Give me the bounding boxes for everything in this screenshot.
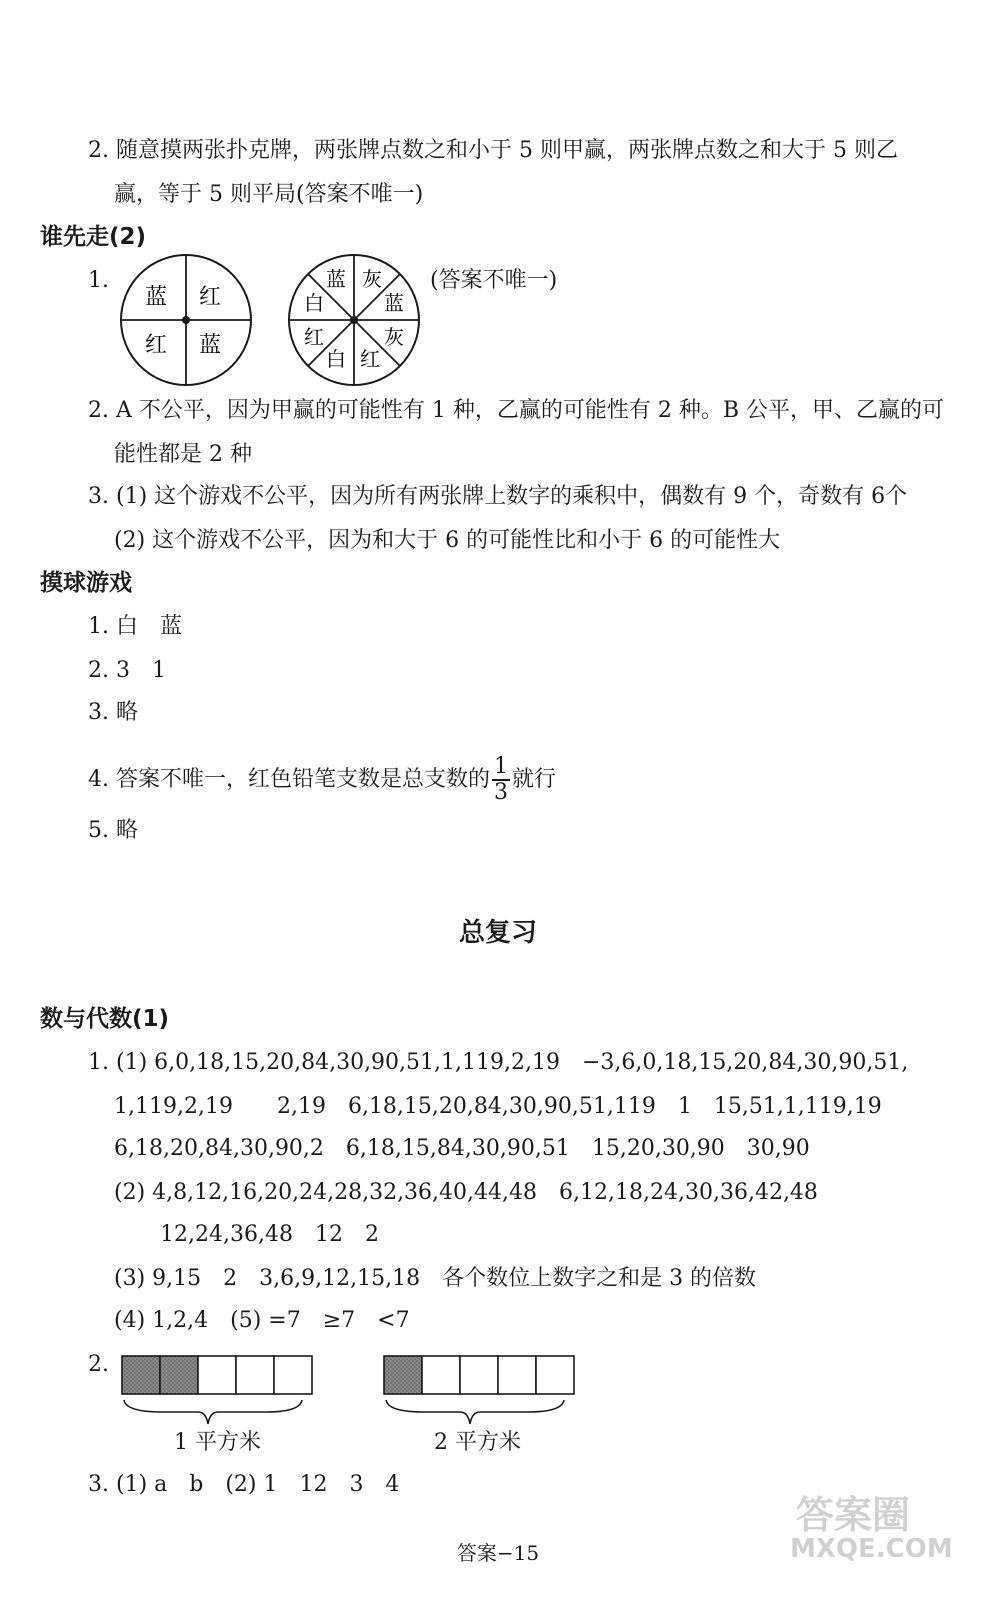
review-title: 总复习 <box>458 918 537 948</box>
spinner1-label: 红 <box>144 333 168 358</box>
s2-answer1: 1. 白 蓝 <box>88 614 182 639</box>
s2-answer3: 3. 略 <box>88 700 138 725</box>
s2-answer4-suffix: 就行 <box>512 767 557 792</box>
fraction-one-third <box>492 755 510 805</box>
s2-answer4 <box>88 754 556 806</box>
s1-q3-line1: 3. (1) 这个游戏不公平，因为所有两张牌上数字的乘积中，偶数有 9 个，奇数有 6个 <box>88 484 908 509</box>
s2-answer2: 2. 3 1 <box>88 658 166 683</box>
spinner-eight-sections <box>286 252 422 388</box>
s3-q3-line: 3. (1) a b (2) 1 12 3 4 <box>88 1472 400 1497</box>
bar-cell-shaded <box>160 1356 198 1394</box>
section-title-ball-game: 摸球游戏 <box>40 570 132 596</box>
s2-answer4-prefix: 4. 答案不唯一，红色铅笔支数是总支数的 <box>88 767 490 792</box>
spinner1-label: 蓝 <box>198 333 222 358</box>
s3-q1-line7: (4) 1,2,4 (5) =7 ≥7 <7 <box>114 1308 410 1333</box>
spinner2-label: 红 <box>304 325 324 349</box>
spinner1-label: 红 <box>198 285 222 310</box>
fraction-numerator: 1 <box>494 754 508 779</box>
bar-cell-empty <box>536 1356 574 1394</box>
section-title-who-goes-first: 谁先走(2) <box>40 224 147 250</box>
bar-cell-empty <box>498 1356 536 1394</box>
bar-cell-empty <box>236 1356 274 1394</box>
bar-cell-empty <box>422 1356 460 1394</box>
brace-one <box>124 1400 302 1424</box>
bar-cell-shaded <box>122 1356 160 1394</box>
s2-answer5: 5. 略 <box>88 818 138 843</box>
bar-cell-shaded <box>384 1356 422 1394</box>
watermark-url: MXQE.COM <box>790 1534 953 1564</box>
spinner2-label: 蓝 <box>384 291 404 315</box>
s3-q1-line2: 1,119,2,19 2,19 6,18,15,20,84,30,90,51,119 1 15,51,1,119,19 <box>114 1094 882 1119</box>
spinner2-label: 白 <box>326 347 346 371</box>
bar-two <box>384 1356 574 1394</box>
spinner2-label: 红 <box>360 347 380 371</box>
bar1-label: 1 平方米 <box>174 1430 261 1455</box>
s3-q1-line1: 1. (1) 6,0,18,15,20,84,30,90,51,1,119,2,19 −3,6,0,18,15,20,84,30,90,51, <box>88 1050 909 1075</box>
spinner1-label: 蓝 <box>144 285 168 310</box>
bar-cell-empty <box>460 1356 498 1394</box>
spinner2-label: 白 <box>304 291 324 315</box>
s3-q1-line4: (2) 4,8,12,16,20,24,28,32,36,40,44,48 6,12,18,24,30,36,42,48 <box>114 1180 818 1205</box>
bar-cell-empty <box>274 1356 312 1394</box>
fraction-denominator: 3 <box>494 780 508 805</box>
section-title-numbers-algebra: 数与代数(1) <box>40 1006 170 1032</box>
q2-line2: 赢，等于 5 则平局(答案不唯一) <box>114 182 424 207</box>
spinner2-label: 灰 <box>384 325 404 349</box>
spinner2-label: 蓝 <box>326 267 346 291</box>
spinner-four-sections <box>118 252 254 388</box>
watermark-logo: 答案圈 <box>796 1493 911 1537</box>
bar-one <box>122 1356 312 1394</box>
brace-two <box>386 1400 564 1424</box>
s3-q1-line3: 6,18,20,84,30,90,2 6,18,15,84,30,90,51 15,20,30,90 30,90 <box>114 1136 810 1161</box>
s3-q2-number: 2. <box>88 1352 109 1377</box>
s1-q2-line2: 能性都是 2 种 <box>114 442 252 467</box>
s3-q1-line6: (3) 9,15 2 3,6,9,12,15,18 各个数位上数字之和是 3 的倍数 <box>114 1266 757 1291</box>
spinner2-label: 灰 <box>362 267 382 291</box>
bar-cell-empty <box>198 1356 236 1394</box>
spinner-note: (答案不唯一) <box>430 268 558 293</box>
q2-line1: 2. 随意摸两张扑克牌，两张牌点数之和小于 5 则甲赢，两张牌点数之和大于 5 则乙 <box>88 138 898 163</box>
s1-q3-line2: (2) 这个游戏不公平，因为和大于 6 的可能性比和小于 6 的可能性大 <box>114 528 781 553</box>
bar2-label: 2 平方米 <box>434 1430 521 1455</box>
q1-number: 1. <box>88 268 109 293</box>
s1-q2-line1: 2. A 不公平，因为甲赢的可能性有 1 种，乙赢的可能性有 2 种。B 公平，甲、乙赢的可 <box>88 398 944 423</box>
page-number: 答案−15 <box>456 1541 540 1565</box>
s3-q1-line5: 12,24,36,48 12 2 <box>160 1222 379 1247</box>
